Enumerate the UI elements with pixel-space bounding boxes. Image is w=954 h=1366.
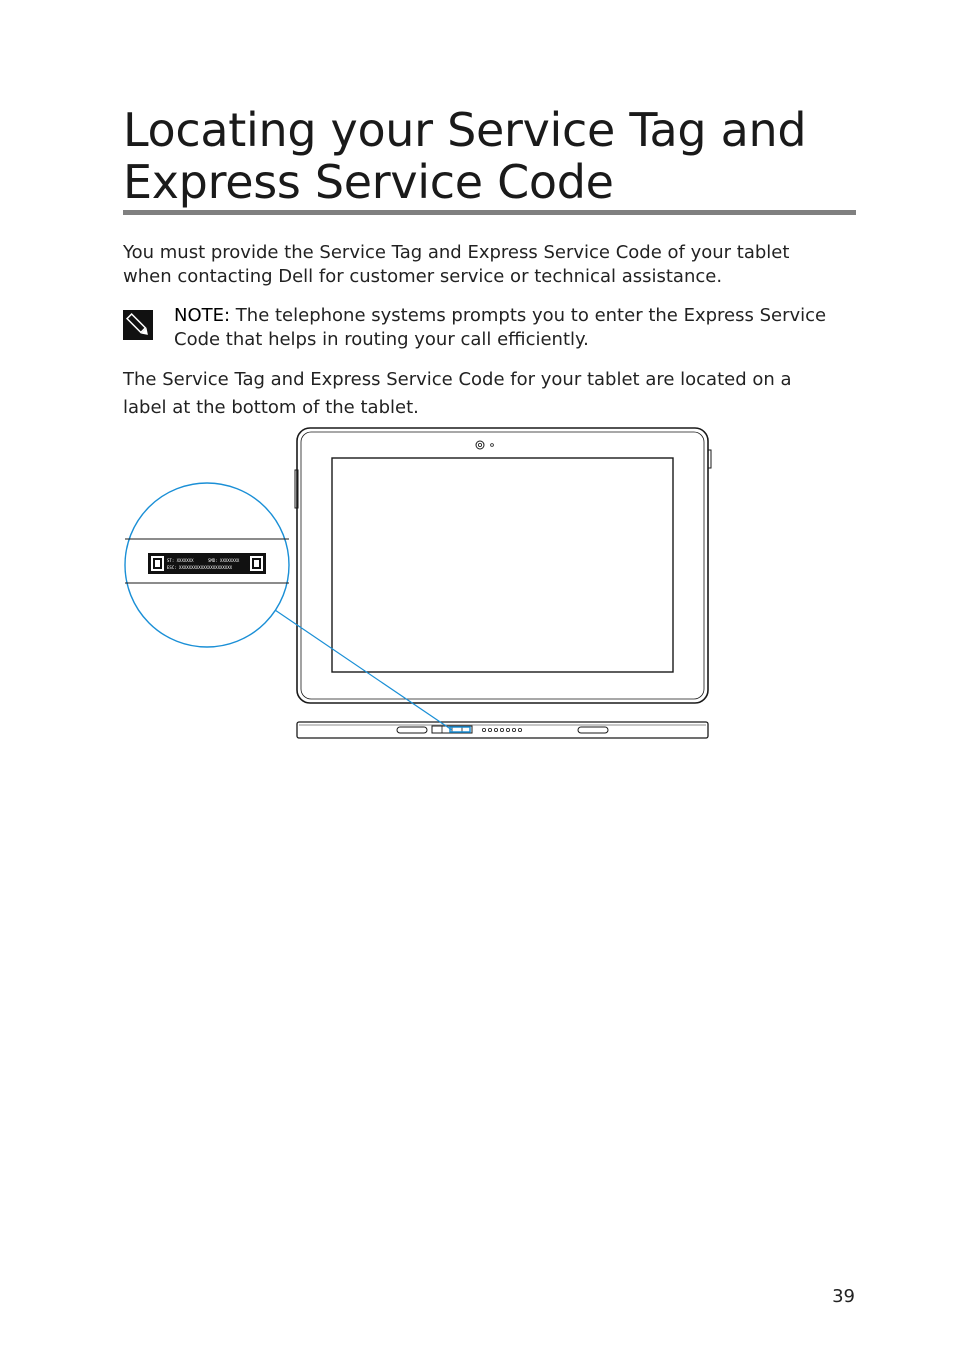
label-location-marker	[450, 727, 470, 732]
title-underline	[123, 210, 856, 215]
note-line-1-text: The telephone systems prompts you to enter the Express Service	[230, 305, 827, 326]
page-title	[123, 104, 863, 208]
page-number: 39	[832, 1286, 855, 1307]
label-smd-text: SMD: XXXXXXXX	[208, 558, 240, 563]
tablet-front	[295, 428, 711, 703]
callout-leader-line	[275, 610, 452, 730]
tablet-bottom-edge	[297, 722, 708, 738]
location-line-2: label at the bottom of the tablet.	[123, 397, 419, 418]
camera-icon	[476, 441, 493, 449]
label-zoom-callout	[125, 483, 289, 647]
note-line-1	[174, 304, 864, 328]
title-line-2: Express Service Code	[123, 155, 614, 209]
intro-line-1: You must provide the Service Tag and Express Service Code of your tablet	[123, 242, 790, 263]
label-service-tag-text: ST: XXXXXXX	[167, 558, 194, 563]
title-line-1: Locating your Service Tag and	[123, 103, 807, 157]
label-esc-text: ESC: XXXXXXXXXXXXXXXXXXXXXX	[167, 565, 233, 570]
intro-paragraph	[123, 241, 858, 289]
location-paragraph	[123, 368, 858, 420]
pencil-note-icon	[123, 310, 153, 340]
note-text	[174, 304, 864, 352]
tablet-illustration	[120, 425, 720, 745]
intro-line-2: when contacting Dell for customer service or technical assistance.	[123, 266, 723, 287]
note-label: NOTE:	[174, 305, 231, 326]
note-line-2: Code that helps in routing your call efficiently.	[174, 329, 589, 350]
location-line-1: The Service Tag and Express Service Code for your tablet are located on a	[123, 369, 792, 390]
